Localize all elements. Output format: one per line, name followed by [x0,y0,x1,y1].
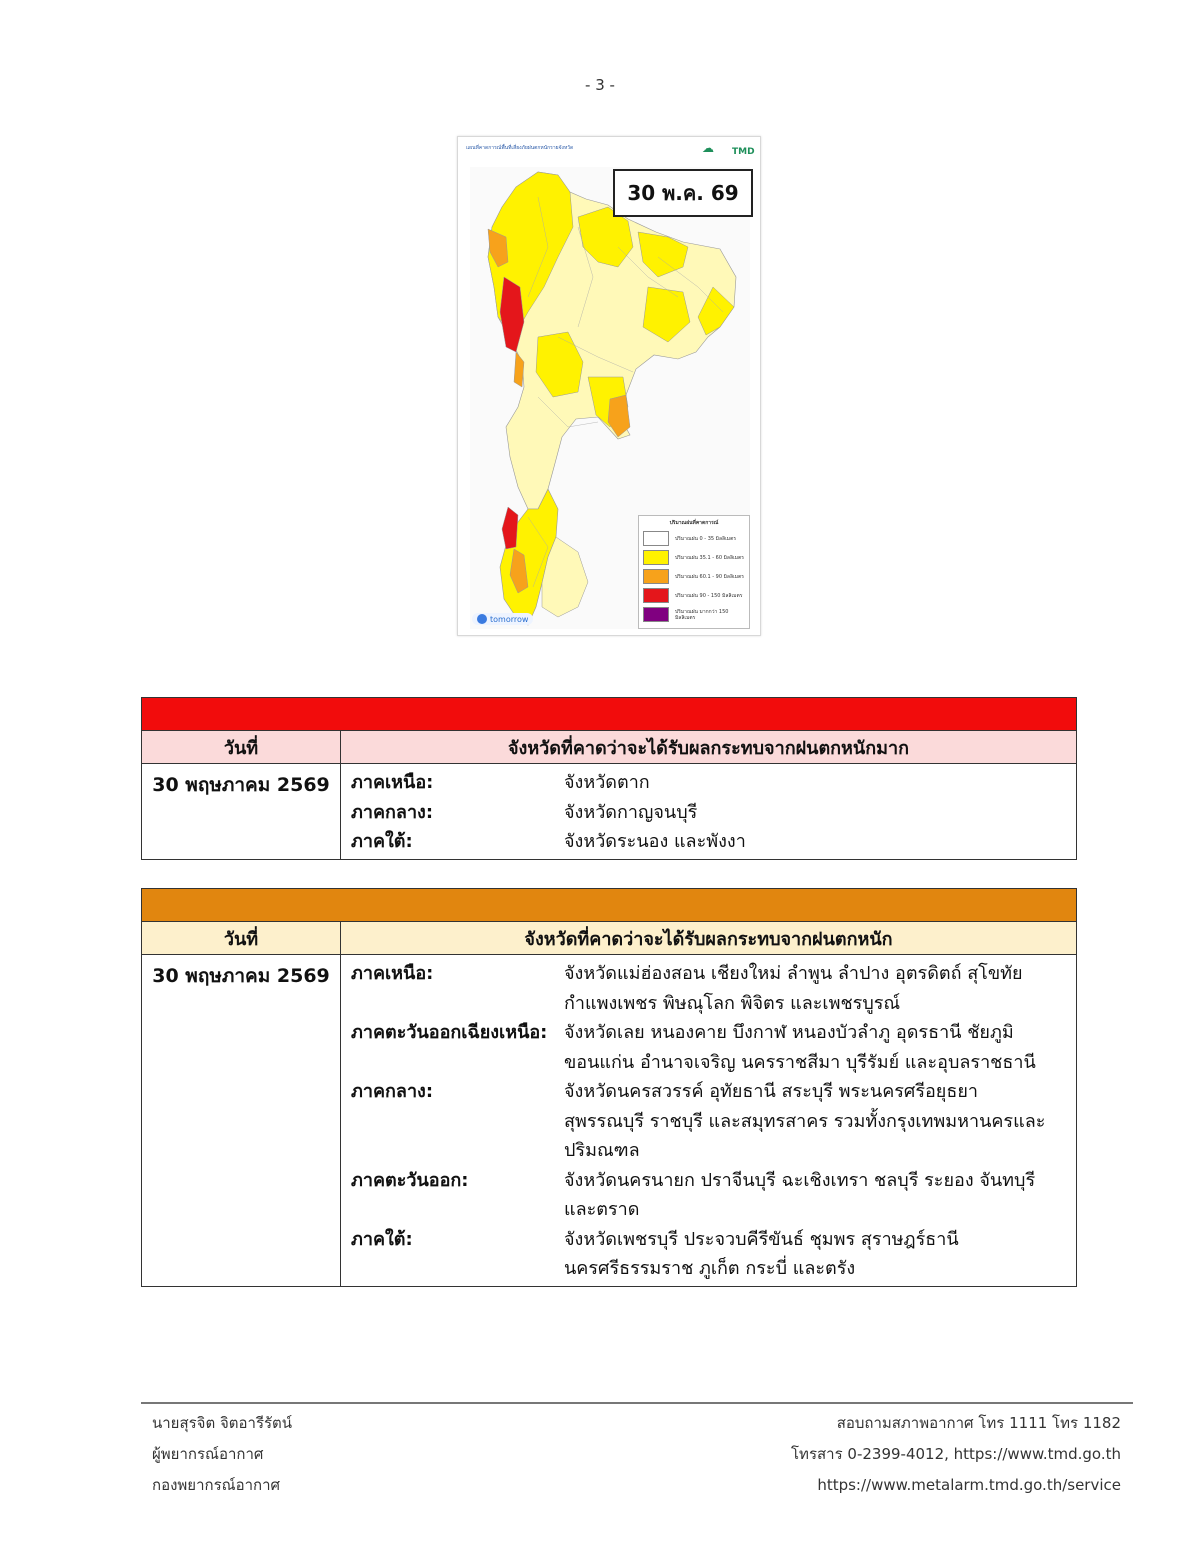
province-line: จังหวัดระนอง และพังงา [564,831,746,852]
legend-label: ปริมาณฝน มากกว่า 150 มิลลิเมตร [675,608,729,621]
legend-swatch [643,569,669,584]
warning-band-red [142,698,1077,731]
header-date: วันที่ [142,731,341,764]
header-provinces: จังหวัดที่คาดว่าจะได้รับผลกระทบจากฝนตกหนัก [341,922,1077,955]
province-line: จังหวัดตาก [564,772,650,793]
region-name: ภาคกลาง: [351,1081,434,1102]
province-line: นครศรีธรรมราช ภูเก็ต กระบี่ และตรัง [564,1258,856,1279]
tomorrow-label: tomorrow [490,614,529,624]
very-heavy-rain-table [141,697,1077,860]
region-row [351,827,1076,857]
contact-phone: สอบถามสภาพอากาศ โทร 1111 โทร 1182 [836,1414,1121,1432]
region-name: ภาคตะวันออกเฉียงเหนือ: [351,1022,548,1043]
legend-item [639,548,749,567]
header-provinces: จังหวัดที่คาดว่าจะได้รับผลกระทบจากฝนตกหนักมาก [341,731,1077,764]
legend-swatch [643,550,669,565]
legend-label: ปริมาณฝน 35.1 - 60 มิลลิเมตร [675,554,744,561]
province-line: สุพรรณบุรี ราชบุรี และสมุทรสาคร รวมทั้งกรุงเทพมหานครและ [564,1110,1046,1132]
tmd-logo-icon: ☁ [702,141,714,155]
date-cell: 30 พฤษภาคม 2569 [142,764,341,860]
footer-signature [152,1408,292,1501]
legend-swatch [643,531,669,546]
contact-fax-website: โทรสาร 0-2399-4012, https://www.tmd.go.th [791,1445,1121,1463]
footer-divider [141,1402,1133,1404]
rainfall-forecast-map [457,136,761,636]
regions-cell [341,955,1077,1287]
forecaster-title: ผู้พยากรณ์อากาศ [152,1445,264,1463]
province-line: จังหวัดเพชรบุรี ประจวบคีรีขันธ์ ชุมพร สุราษฎร์ธานี [564,1228,959,1250]
legend-label: ปริมาณฝน 60.1 - 90 มิลลิเมตร [675,573,744,580]
map-legend [638,515,750,629]
region-name: ภาคใต้: [351,831,413,852]
region-row [351,1166,1076,1225]
map-date-label: 30 พ.ค. 69 [613,169,753,217]
region-name: ภาคใต้: [351,1228,413,1250]
regions-cell [341,764,1077,860]
page-number: - 3 - [585,76,615,94]
province-line: กำแพงเพชร พิษณุโลก พิจิตร และเพชรบูรณ์ [564,992,901,1014]
header-date: วันที่ [142,922,341,955]
province-line: ขอนแก่น อำนาจเจริญ นครราชสีมา บุรีรัมย์ และอุบลราชธานี [564,1051,1036,1073]
forecaster-name: นายสุรจิต จิตอารีรัตน์ [152,1414,293,1432]
region-name: ภาคตะวันออก: [351,1169,469,1191]
legend-item [639,605,749,624]
region-row [351,798,1076,828]
warning-band-orange [142,889,1077,922]
tmd-logo-text: TMD [732,147,755,157]
map-header-text: แผนที่คาดการณ์พื้นที่เสี่ยงภัยฝนตกหนักรายจังหวัด [466,145,574,151]
legend-swatch [643,588,669,603]
region-row [351,1077,1076,1166]
region-name: ภาคกลาง: [351,801,434,823]
contact-service-link[interactable]: https://www.metalarm.tmd.go.th/service [817,1476,1121,1494]
region-row [351,959,1076,1018]
province-line: จังหวัดแม่ฮ่องสอน เชียงใหม่ ลำพูน ลำปาง อุตรดิตถ์ สุโขทัย [564,963,1023,984]
footer-contact [791,1408,1121,1501]
legend-swatch [643,607,669,622]
region-row [351,1225,1076,1284]
region-row [351,1018,1076,1077]
region-name: ภาคเหนือ: [351,963,434,984]
tomorrow-badge [472,613,533,625]
province-line: จังหวัดเลย หนองคาย บึงกาฬ หนองบัวลำภู อุดรธานี ชัยภูมิ [564,1022,1014,1043]
heavy-rain-table [141,888,1077,1287]
legend-item [639,529,749,548]
legend-label: ปริมาณฝน 90 - 150 มิลลิเมตร [675,592,743,599]
tomorrow-icon [477,614,487,624]
legend-label: ปริมาณฝน 0 - 35 มิลลิเมตร [675,535,737,542]
date-cell: 30 พฤษภาคม 2569 [142,955,341,1287]
province-line: จังหวัดกาญจนบุรี [564,801,698,823]
province-line: จังหวัดนครสวรรค์ อุทัยธานี สระบุรี พระนครศรีอยุธยา [564,1081,978,1102]
region-name: ภาคเหนือ: [351,772,434,793]
region-row [351,768,1076,798]
legend-item [639,567,749,586]
province-line: และตราด [564,1199,640,1220]
province-line: จังหวัดนครนายก ปราจีนบุรี ฉะเชิงเทรา ชลบุรี ระยอง จันทบุรี [564,1169,1036,1191]
province-line: ปริมณฑล [564,1140,640,1161]
forecaster-division: กองพยากรณ์อากาศ [152,1476,281,1494]
legend-item [639,586,749,605]
legend-title: ปริมาณฝนที่คาดการณ์ [669,520,719,526]
